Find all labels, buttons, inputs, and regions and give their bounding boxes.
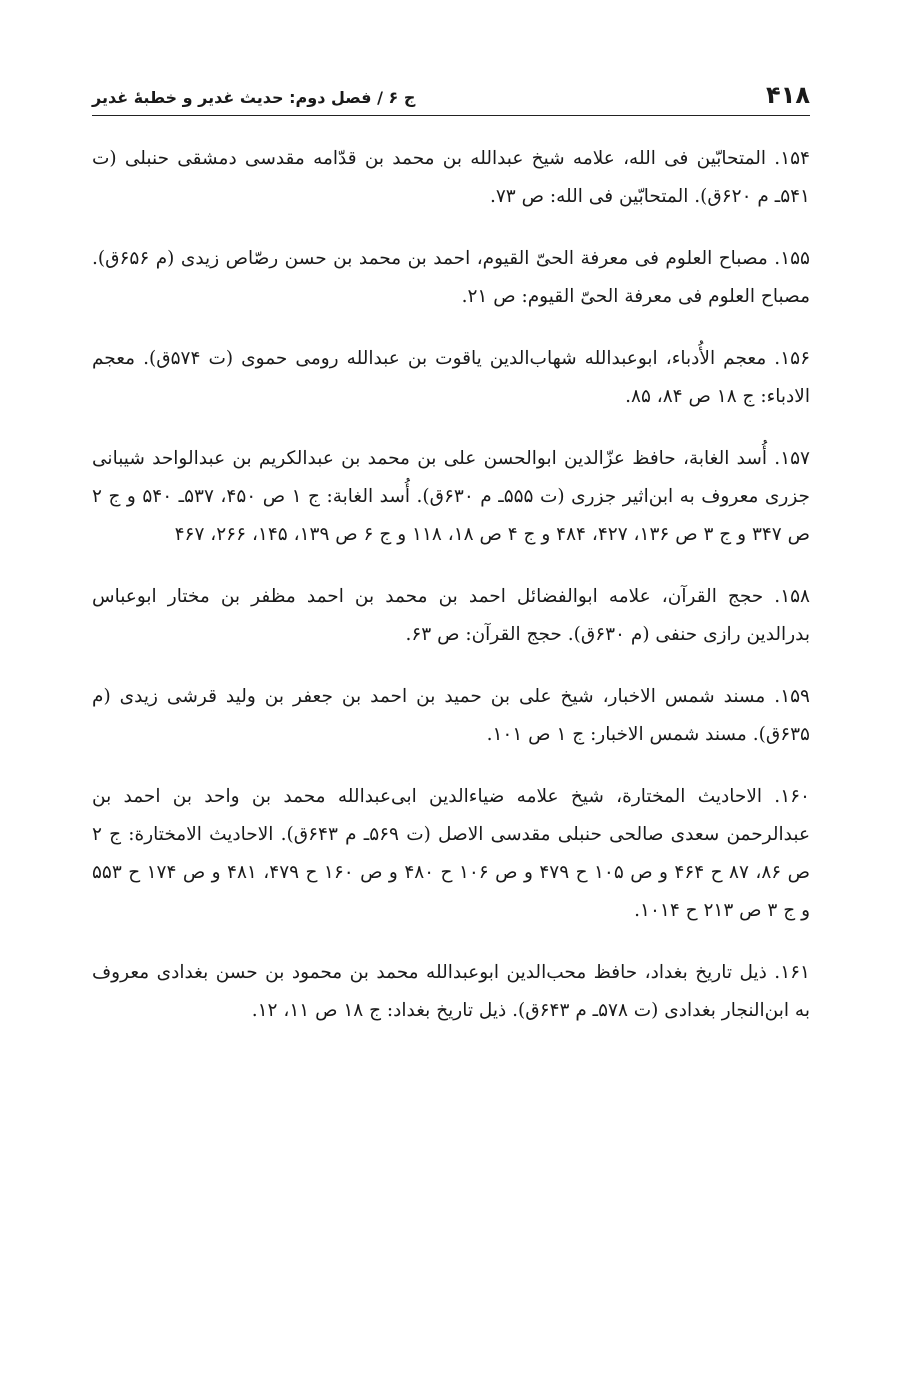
bibliography-entry: ۱۶۰. الاحاديث المختارة، شيخ علامه ضياءالدين ابى‌عبدالله محمد بن واحد بن احمد بن عبدالرحمن سعدى صالحى حنبلى مقدسى الاصل (ت ۵۶۹ـ م ۶۴۳ق). الاحاديث الامختارة: ج ۲ ص ۸۶، ۸۷ ح ۴۶۴ و ص ۱۰۵ ح ۴۷۹ و ص ۱۰۶ ح ۴۸۰ و ص ۱۶۰ ح ۴۷۹، ۴۸۱ و ص ۱۷۴ ح ۵۵۳ و ج ۳ ص ۲۱۳ ح ۱۰۱۴. bbox=[92, 786, 810, 921]
bibliography-entry: ۱۶۱. ذيل تاريخ بغداد، حافظ محب‌الدين ابوعبدالله محمد بن محمود بن حسن بغدادى معروف به ابن‌النجار بغدادى (ت ۵۷۸ـ م ۶۴۳ق). ذيل تاريخ بغداد: ج ۱۸ ص ۱۱، ۱۲. bbox=[92, 962, 810, 1021]
bibliography-entry: ۱۵۹. مسند شمس الاخبار، شيخ على بن حميد بن احمد بن جعفر بن وليد قرشى زيدى (م ۶۳۵ق). مسند شمس الاخبار: ج ۱ ص ۱۰۱. bbox=[92, 686, 810, 745]
page bbox=[92, 60, 810, 1054]
page-number: ۴۱۸ bbox=[766, 81, 810, 109]
running-head bbox=[92, 60, 810, 116]
bibliography-entry: ۱۵۸. حجج القرآن، علامه ابوالفضائل احمد بن محمد بن احمد مظفر بن مختار ابوعباس بدرالدين رازى حنفى (م ۶۳۰ق). حجج القرآن: ص ۶۳. bbox=[92, 586, 810, 645]
bibliography-entry: ۱۵۴. المتحابّين فى الله، علامه شيخ عبدالله بن محمد بن قدّامه مقدسى دمشقى حنبلى (ت ۵۴۱ـ م ۶۲۰ق). المتحابّين فى الله: ص ۷۳. bbox=[92, 148, 810, 207]
bibliography-list bbox=[92, 140, 810, 1030]
running-head-title: ج ۶ / فصل دوم: حديث غدير و خطبهٔ غدير bbox=[92, 88, 416, 107]
bibliography-entry: ۱۵۷. أُسد الغابة، حافظ عزّالدين ابوالحسن على بن محمد بن عبدالكريم بن عبدالواحد شيبانى جزرى معروف به ابن‌اثير جزرى (ت ۵۵۵ـ م ۶۳۰ق). أُسد الغابة: ج ۱ ص ۴۵۰، ۵۳۷ـ ۵۴۰ و ج ۲ ص ۳۴۷ و ج ۳ ص ۱۳۶، ۴۲۷، ۴۸۴ و ج ۴ ص ۱۸، ۱۱۸ و ج ۶ ص ۱۳۹، ۱۴۵، ۲۶۶، ۴۶۷ bbox=[92, 448, 810, 545]
bibliography-entry: ۱۵۵. مصباح العلوم فى معرفة الحىّ القيوم، احمد بن محمد بن حسن رصّاص زيدى (م ۶۵۶ق). مصباح العلوم فى معرفة الحىّ القيوم: ص ۲۱. bbox=[92, 248, 810, 307]
bibliography-entry: ۱۵۶. معجم الأُدباء، ابوعبدالله شهاب‌الدين ياقوت بن عبدالله رومى حموى (ت ۵۷۴ق). معجم الادباء: ج ۱۸ ص ۸۴، ۸۵. bbox=[92, 348, 811, 407]
